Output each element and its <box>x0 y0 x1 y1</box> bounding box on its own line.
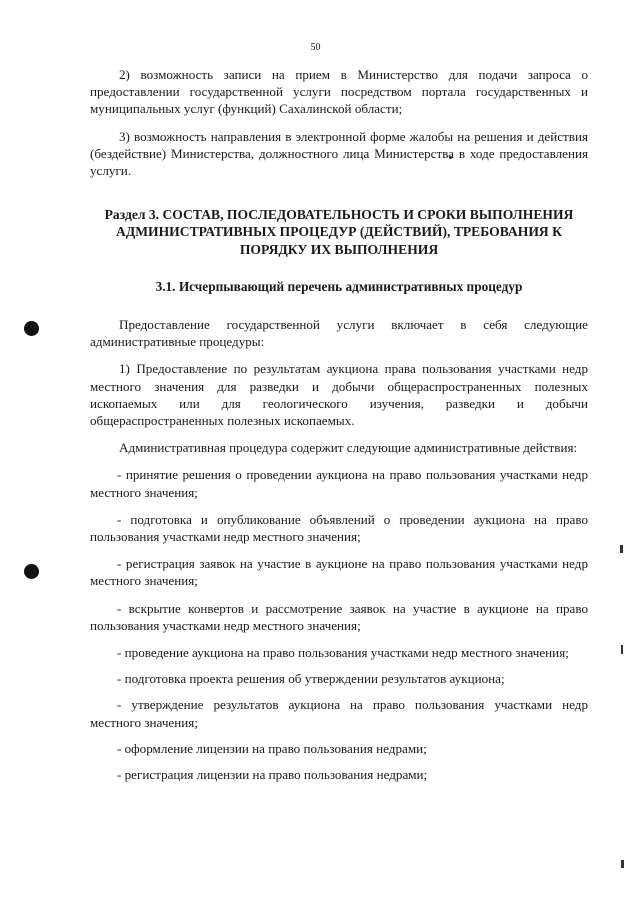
paragraph-auction-procedure: 1) Предоставление по результатам аукциона права пользования участками недр местного значения для разведки и добычи общераспространенных полезных ископаемых или для геологического изучения, разведки и добычи общераспространенных полезных ископаемых. <box>90 361 588 429</box>
list-item-application-registration: - регистрация заявок на участие в аукционе на право пользования участками недр местного значения; <box>90 556 588 589</box>
punch-hole-top <box>24 321 39 336</box>
list-item-license-issuance: - оформление лицензии на право пользования недрами; <box>117 740 427 756</box>
subsection-title: 3.1. Исчерпывающий перечень административных процедур <box>155 278 523 294</box>
paragraph-portal-appointment: 2) возможность записи на прием в Министерство для подачи запроса о предоставлении государственной услуги посредством портала государственных и муниципальных услуг (функций) Сахалинской области; <box>90 67 588 117</box>
list-item-draft-decision: - подготовка проекта решения об утверждении результатов аукциона; <box>117 671 505 687</box>
page-number: 50 <box>310 42 321 53</box>
document-body <box>90 66 588 783</box>
list-item-auction-decision: - принятие решения о проведении аукциона на право пользования участками недр местного значения; <box>90 467 588 500</box>
section-title: Раздел 3. СОСТАВ, ПОСЛЕДОВАТЕЛЬНОСТЬ И СРОКИ ВЫПОЛНЕНИЯ АДМИНИСТРАТИВНЫХ ПРОЦЕДУР (ДЕЙСТВИЙ), ТРЕБОВАНИЯ К ПОРЯДКУ ИХ ВЫПОЛНЕНИЯ <box>104 207 574 257</box>
scan-speck <box>620 545 623 553</box>
paragraph-actions-intro: Административная процедура содержит следующие административные действия: <box>119 440 578 456</box>
scan-speck <box>621 860 624 868</box>
list-item-results-approval: - утверждение результатов аукциона на право пользования участками недр местного значения; <box>90 697 588 730</box>
paragraph-electronic-complaint: 3) возможность направления в электронной форме жалобы на решения и действия (бездействие) Министерства, должностного лица Министерства в ходе предоставления услуги. <box>90 128 588 179</box>
list-item-envelope-opening: - вскрытие конвертов и рассмотрение заявок на участие в аукционе на право пользования участками недр местного значения; <box>90 600 588 633</box>
list-item-auction-conduct: - проведение аукциона на право пользования участками недр местного значения; <box>117 645 569 661</box>
punch-hole-bottom <box>24 564 39 579</box>
list-item-license-registration: - регистрация лицензии на право пользования недрами; <box>117 767 428 783</box>
paragraph-procedures-intro: Предоставление государственной услуги включает в себя следующие административные процедуры: <box>90 317 588 350</box>
scan-speck <box>621 645 623 654</box>
list-item-announcement: - подготовка и опубликование объявлений о проведении аукциона на право пользования участками недр местного значения; <box>90 511 588 545</box>
